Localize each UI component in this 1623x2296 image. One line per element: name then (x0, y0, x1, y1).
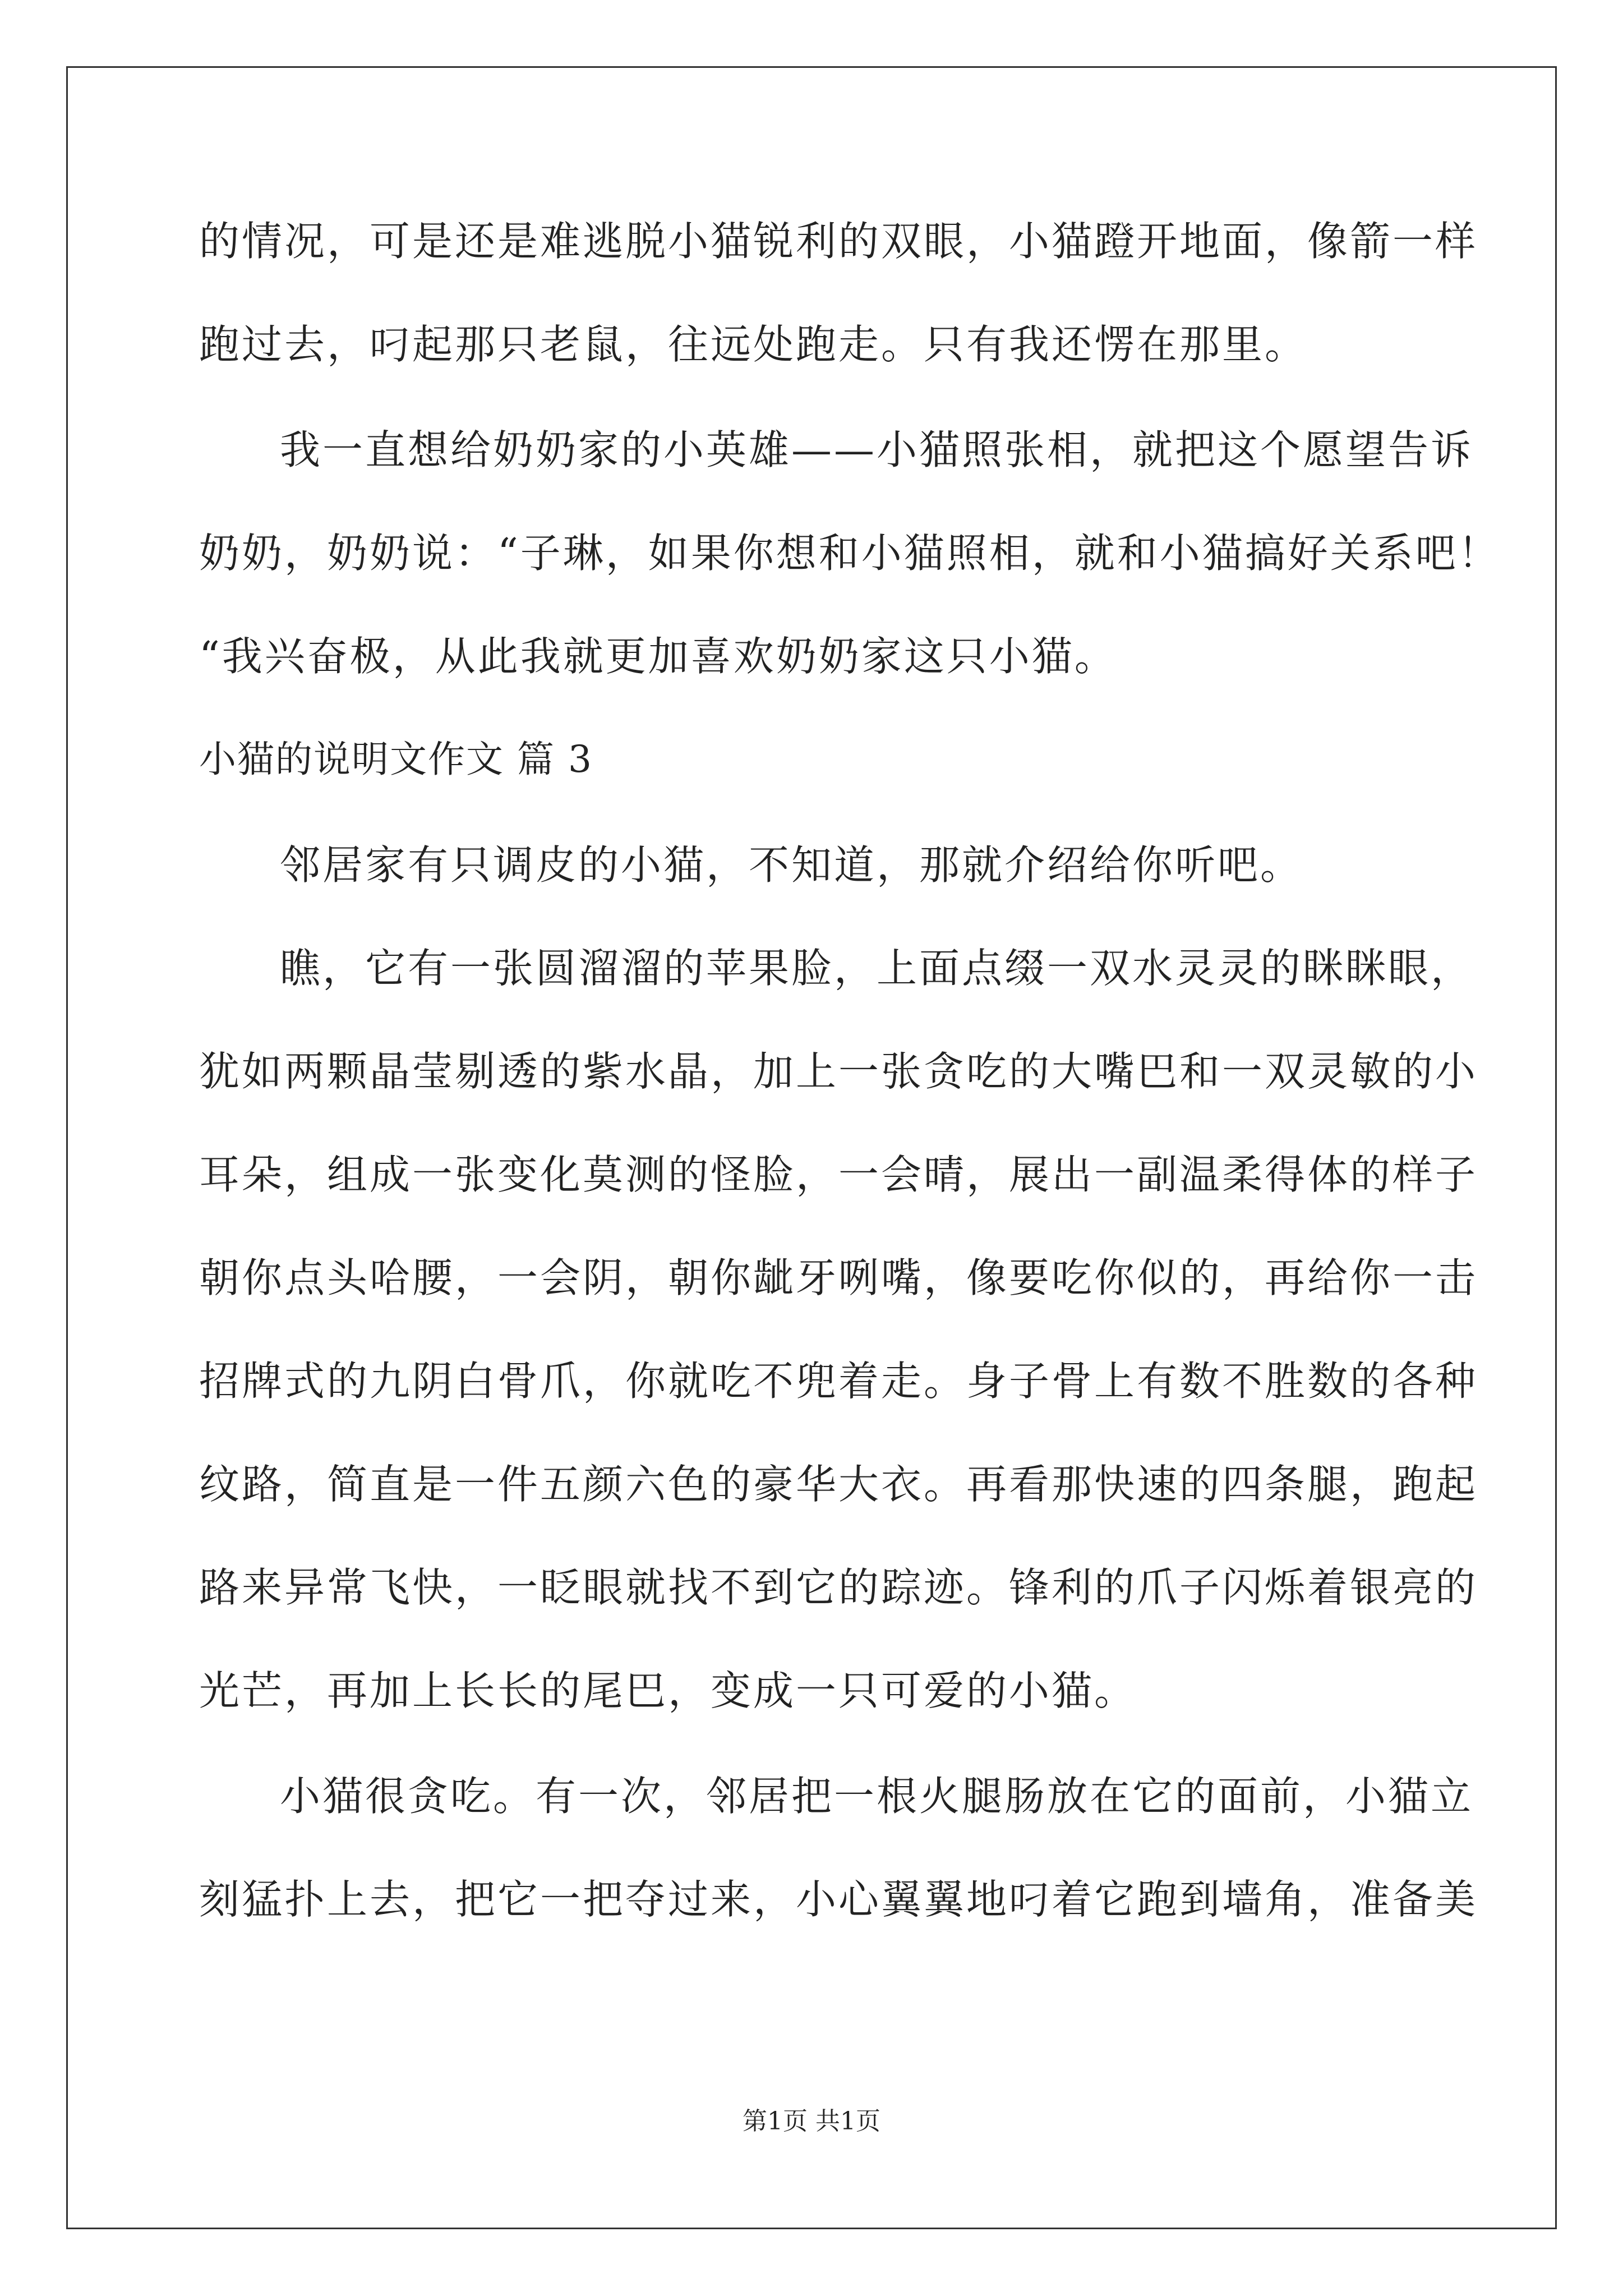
text-line: 招牌式的九阴白骨爪，你就吃不兜着走。身子骨上有数不胜数的各种 (199, 1358, 1478, 1405)
text-line: 奶奶，奶奶说：“子琳，如果你想和小猫照相，就和小猫搞好关系吧！ (199, 530, 1501, 577)
text-line: 跑过去，叼起那只老鼠，往远处跑走。只有我还愣在那里。 (199, 321, 1308, 368)
text-line: 纹路，简直是一件五颜六色的豪华大衣。再看那快速的四条腿，跑起 (199, 1461, 1478, 1508)
text-line: 的情况，可是还是难逃脱小猫锐利的双眼，小猫蹬开地面，像箭一样 (199, 218, 1478, 265)
text-line: 邻居家有只调皮的小猫，不知道，那就介绍给你听吧。 (280, 841, 1303, 889)
text-line: 我一直想给奶奶家的小英雄——小猫照张相，就把这个愿望告诉 (280, 426, 1474, 473)
text-line: 小猫很贪吃。有一次，邻居把一根火腿肠放在它的面前，小猫立 (280, 1773, 1474, 1820)
text-line: 路来异常飞快，一眨眼就找不到它的踪迹。锋利的爪子闪烁着银亮的 (199, 1564, 1478, 1611)
page-footer: 第1页 共1页 (743, 2107, 880, 2136)
text-line: 刻猛扑上去，把它一把夺过来，小心翼翼地叼着它跑到墙角，准备美 (199, 1876, 1478, 1923)
text-line: 朝你点头哈腰，一会阴，朝你龇牙咧嘴，像要吃你似的，再给你一击 (199, 1254, 1478, 1301)
section-heading: 小猫的说明文作文 篇 3 (199, 738, 593, 781)
text-line: “我兴奋极，从此我就更加喜欢奶奶家这只小猫。 (199, 633, 1117, 680)
text-line: 耳朵，组成一张变化莫测的怪脸，一会晴，展出一副温柔得体的样子 (199, 1151, 1478, 1198)
text-line: 犹如两颗晶莹剔透的紫水晶，加上一张贪吃的大嘴巴和一双灵敏的小 (199, 1048, 1478, 1095)
text-line: 光芒，再加上长长的尾巴，变成一只可爱的小猫。 (199, 1667, 1137, 1714)
text-line: 瞧，它有一张圆溜溜的苹果脸，上面点缀一双水灵灵的眯眯眼， (280, 945, 1474, 992)
